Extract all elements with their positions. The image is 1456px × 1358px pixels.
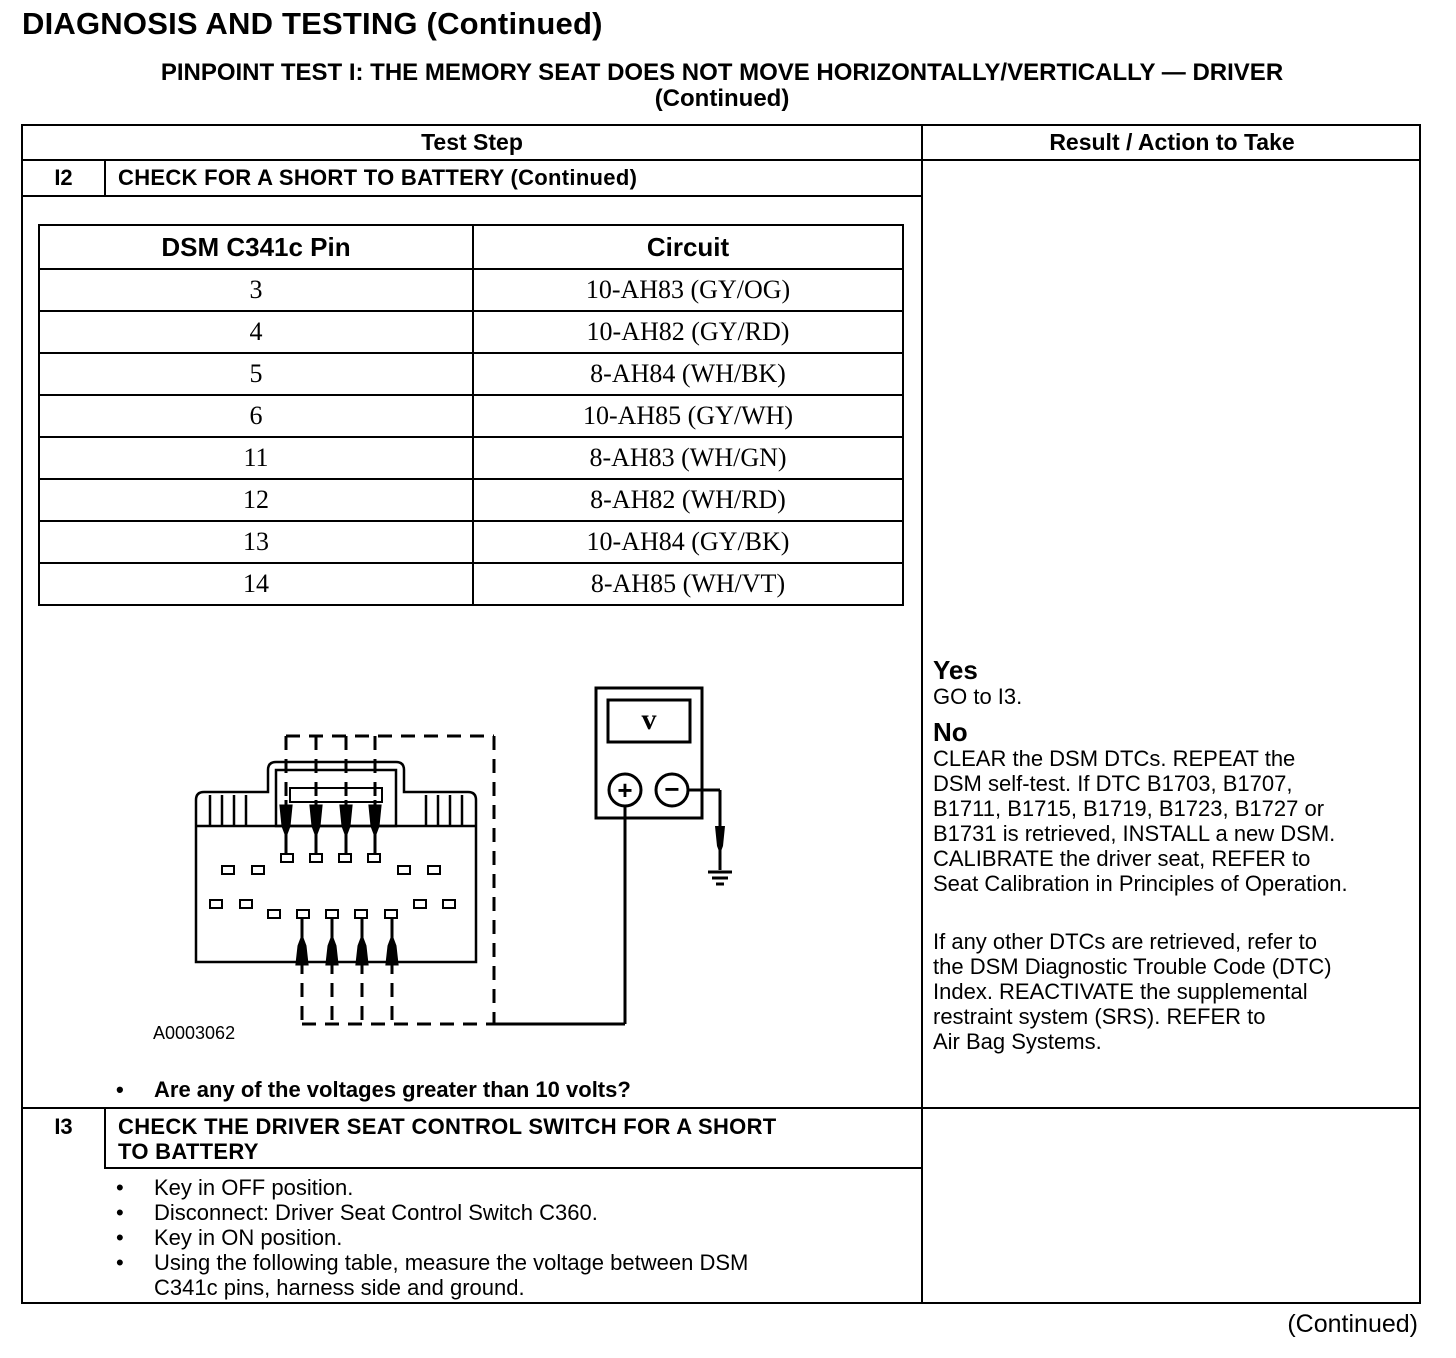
continued-footer: (Continued) bbox=[1287, 1310, 1418, 1338]
pin-cell: 13 bbox=[39, 521, 473, 563]
other-dtc-line: restraint system (SRS). REFER to bbox=[933, 1004, 1266, 1029]
pin-cell: 12 bbox=[39, 479, 473, 521]
voltmeter bbox=[494, 688, 732, 1024]
test-title-line2: (Continued) bbox=[654, 85, 790, 112]
no-action-line: CALIBRATE the driver seat, REFER to bbox=[933, 846, 1311, 871]
list-item: • Disconnect: Driver Seat Control Switch C360. bbox=[116, 1200, 748, 1225]
other-dtc-line: Air Bag Systems. bbox=[933, 1029, 1102, 1054]
step-title-i2: CHECK FOR A SHORT TO BATTERY (Continued) bbox=[118, 165, 638, 190]
no-action-line: DSM self-test. If DTC B1703, B1707, bbox=[933, 771, 1293, 796]
circuit-cell: 10-AH82 (GY/RD) bbox=[473, 311, 903, 353]
step-number-i2: I2 bbox=[54, 165, 73, 190]
header-result-action: Result / Action to Take bbox=[1049, 129, 1295, 155]
other-dtc-line: Index. REACTIVATE the supplemental bbox=[933, 979, 1308, 1004]
no-label: No bbox=[933, 717, 968, 747]
step-title-i3-line: CHECK THE DRIVER SEAT CONTROL SWITCH FOR A SHORT bbox=[118, 1114, 777, 1139]
list-item-line: Using the following table, measure the voltage between DSM bbox=[154, 1250, 749, 1275]
circuit-cell: 8-AH85 (WH/VT) bbox=[473, 563, 903, 605]
circuit-cell: 10-AH83 (GY/OG) bbox=[473, 269, 903, 311]
plus-terminal-icon: + bbox=[617, 775, 633, 805]
probe-leads bbox=[286, 736, 494, 1024]
probe-tips bbox=[281, 800, 397, 964]
header-test-step: Test Step bbox=[421, 129, 523, 155]
pin-column-header: DSM C341c Pin bbox=[39, 225, 473, 269]
other-dtc-line: the DSM Diagnostic Trouble Code (DTC) bbox=[933, 954, 1332, 979]
list-item bbox=[116, 1250, 748, 1300]
no-action-line: B1711, B1715, B1719, B1723, B1727 or bbox=[933, 796, 1325, 821]
list-item-line: C341c pins, harness side and ground. bbox=[154, 1275, 525, 1300]
i2-result bbox=[933, 657, 1348, 1054]
yes-action: GO to I3. bbox=[933, 684, 1023, 709]
voltmeter-symbol: v bbox=[641, 703, 657, 736]
figure-id: A0003062 bbox=[153, 1023, 236, 1043]
step-number-i3: I3 bbox=[54, 1114, 73, 1139]
circuit-cell: 8-AH83 (WH/GN) bbox=[473, 437, 903, 479]
test-title-line1: PINPOINT TEST I: THE MEMORY SEAT DOES NOT MOVE HORIZONTALLY/VERTICALLY — DRIVER bbox=[160, 59, 1284, 86]
no-action-line: B1731 is retrieved, INSTALL a new DSM. bbox=[933, 821, 1336, 846]
pin-cell: 4 bbox=[39, 311, 473, 353]
no-action-line: CLEAR the DSM DTCs. REPEAT the bbox=[933, 746, 1296, 771]
i2-question: • Are any of the voltages greater than 10 volts? bbox=[116, 1077, 631, 1102]
page-title: DIAGNOSIS AND TESTING (Continued) bbox=[22, 6, 603, 41]
list-item: • Key in ON position. bbox=[116, 1225, 748, 1250]
list-item: • Key in OFF position. bbox=[116, 1175, 748, 1200]
circuit-cell: 10-AH85 (GY/WH) bbox=[473, 395, 903, 437]
circuit-cell: 10-AH84 (GY/BK) bbox=[473, 521, 903, 563]
pin-cell: 5 bbox=[39, 353, 473, 395]
i2-question-list bbox=[116, 1077, 631, 1102]
yes-label: Yes bbox=[933, 655, 978, 685]
i3-number-divider bbox=[104, 1108, 106, 1169]
pin-cell: 6 bbox=[39, 395, 473, 437]
minus-terminal-icon: − bbox=[664, 774, 680, 804]
ground-probe-tip bbox=[715, 826, 725, 854]
circuit-column-header: Circuit bbox=[473, 225, 903, 269]
i3-title-rule bbox=[104, 1167, 922, 1169]
pin-cell: 14 bbox=[39, 563, 473, 605]
step-title-i3 bbox=[118, 1114, 777, 1164]
circuit-cell: 8-AH84 (WH/BK) bbox=[473, 353, 903, 395]
i3-instruction-list bbox=[116, 1175, 748, 1300]
pin-cell: 3 bbox=[39, 269, 473, 311]
pin-cell: 11 bbox=[39, 437, 473, 479]
no-action-line: Seat Calibration in Principles of Operation. bbox=[933, 871, 1348, 896]
i3-top-rule bbox=[21, 1107, 1421, 1109]
other-dtc-line: If any other DTCs are retrieved, refer to bbox=[933, 929, 1317, 954]
circuit-cell: 8-AH82 (WH/RD) bbox=[473, 479, 903, 521]
step-title-i3-line: TO BATTERY bbox=[118, 1139, 259, 1164]
